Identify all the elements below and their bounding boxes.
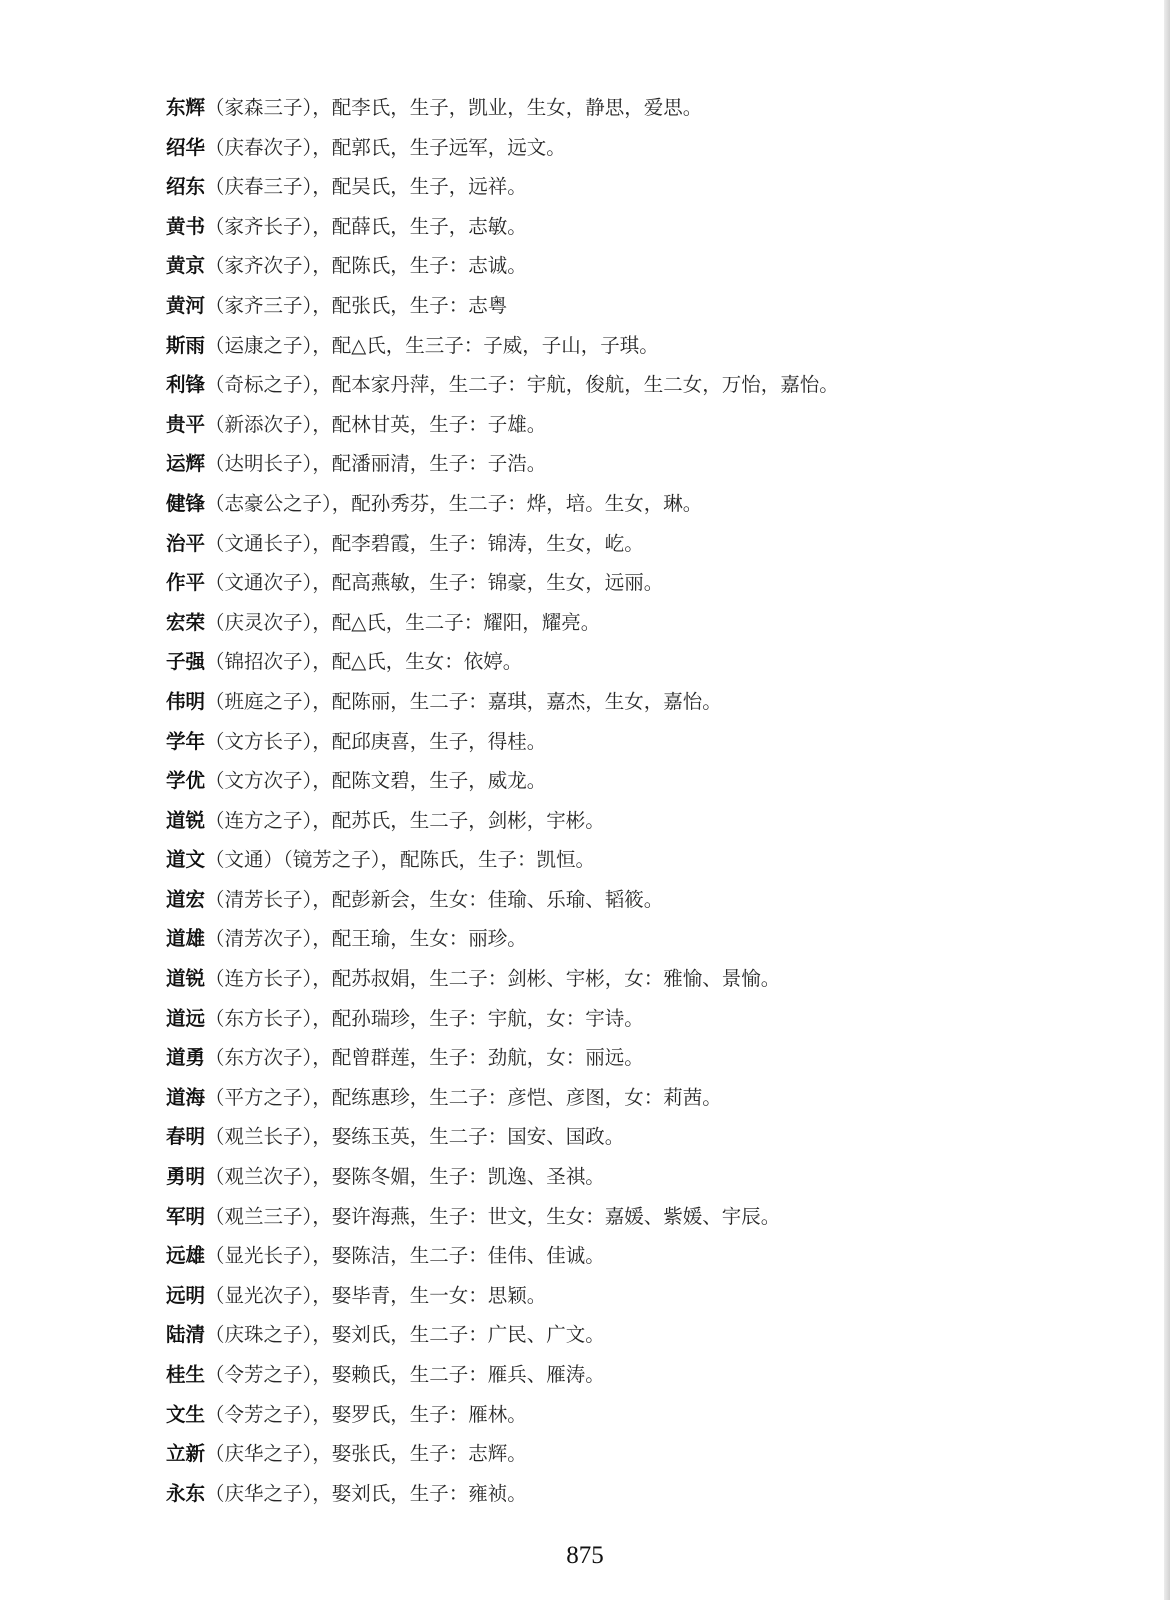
- entry-name: 道勇: [166, 1046, 206, 1070]
- entry-name: 道锐: [166, 808, 206, 832]
- entry-text: （庆春次子），配郭氏，生子远军，远文。: [205, 135, 566, 159]
- entry-text: （连方长子），配苏叔娟，生二子：剑彬、宇彬，女：雅愉、景愉。: [205, 967, 781, 991]
- genealogy-entry: [166, 88, 1116, 128]
- genealogy-entry: [166, 444, 1116, 484]
- entry-text: （观兰长子），娶练玉英，生二子：国安、国政。: [205, 1125, 625, 1149]
- page-number: 875: [566, 1542, 604, 1569]
- entry-name: 作平: [166, 571, 206, 595]
- scan-edge: [1164, 0, 1170, 1600]
- genealogy-entry: [166, 722, 1116, 762]
- entry-name: 黄京: [166, 254, 206, 278]
- entry-name: 桂生: [166, 1363, 206, 1386]
- entry-name: 斯雨: [166, 333, 206, 357]
- genealogy-entry: [166, 801, 1116, 841]
- genealogy-entry: [166, 484, 1116, 524]
- genealogy-entry: [166, 1236, 1116, 1276]
- entry-text: （家齐次子），配陈氏，生子：志诚。: [205, 254, 527, 278]
- entry-text: （达明长子），配潘丽清，生子：子浩。: [205, 452, 547, 476]
- entry-name: 子强: [166, 650, 206, 674]
- entry-name: 远雄: [166, 1244, 206, 1268]
- entry-name: 远明: [166, 1283, 206, 1307]
- entry-name: 东辉: [166, 96, 206, 119]
- genealogy-entry: [166, 563, 1116, 603]
- entry-name: 利锋: [166, 373, 206, 397]
- entry-name: 贵平: [166, 412, 206, 436]
- entry-name: 学年: [166, 729, 206, 753]
- entry-text: （运康之子），配△氏，生三子：子威，子山，子琪。: [205, 333, 659, 357]
- entry-name: 道文: [166, 848, 206, 872]
- entry-text: （班庭之子），配陈丽，生二子：嘉琪，嘉杰，生女，嘉怡。: [205, 689, 722, 713]
- genealogy-entry: [166, 1157, 1116, 1197]
- genealogy-entry: [166, 1474, 1116, 1514]
- entry-name: 伟明: [166, 689, 206, 713]
- entry-name: 道海: [166, 1085, 206, 1109]
- entry-text: （庆灵次子），配△氏，生二子：耀阳，耀亮。: [205, 610, 601, 634]
- entry-name: 治平: [166, 531, 206, 555]
- entry-text: （平方之子），配练惠珍，生二子：彦恺、彦图，女：莉茜。: [205, 1085, 722, 1109]
- genealogy-entry: [166, 1355, 1116, 1395]
- entry-text: （显光次子），娶毕青，生一女：思颖。: [205, 1283, 547, 1307]
- entry-text: （文通长子），配李碧霞，生子：锦涛，生女，屹。: [205, 531, 644, 555]
- entry-name: 宏荣: [166, 610, 206, 634]
- entry-text: （志豪公之子），配孙秀芬，生二子：烨，培。生女，琳。: [205, 491, 703, 515]
- genealogy-entry: [166, 167, 1116, 207]
- entry-text: （庆华之子），娶刘氏，生子：雍祯。: [205, 1481, 527, 1505]
- entry-name: 道远: [166, 1006, 206, 1030]
- entry-text: （新添次子），配林甘英，生子：子雄。: [205, 412, 547, 436]
- entry-text: （奇标之子），配本家丹萍，生二子：宇航，俊航，生二女，万怡，嘉怡。: [205, 373, 839, 397]
- genealogy-entry: [166, 999, 1116, 1039]
- entry-name: 勇明: [166, 1165, 206, 1189]
- genealogy-entry: [166, 1395, 1116, 1435]
- genealogy-entry: [166, 761, 1116, 801]
- genealogy-entry: [166, 919, 1116, 959]
- entry-name: 春明: [166, 1125, 206, 1149]
- entry-text: （清芳长子），配彭新会，生女：佳瑜、乐瑜、韬筱。: [205, 887, 664, 911]
- genealogy-entry: [166, 1315, 1116, 1355]
- genealogy-entry: [166, 603, 1116, 643]
- entry-text: （文方次子），配陈文碧，生子，威龙。: [205, 769, 547, 793]
- genealogy-entry: [166, 207, 1116, 247]
- entry-text: （东方长子），配孙瑞珍，生子：宇航，女：宇诗。: [205, 1006, 644, 1030]
- entry-name: 绍华: [166, 135, 206, 159]
- genealogy-entry: [166, 1078, 1116, 1118]
- genealogy-entry: [166, 524, 1116, 564]
- entry-text: （文方长子），配邱庚喜，生子，得桂。: [205, 729, 547, 753]
- genealogy-entry: [166, 1276, 1116, 1316]
- genealogy-entry-list: [166, 88, 1116, 1513]
- entry-name: 黄河: [166, 293, 206, 317]
- entry-text: （连方之子），配苏氏，生二子，剑彬，宇彬。: [205, 808, 605, 832]
- entry-text: （家齐三子），配张氏，生子：志粤: [205, 293, 508, 317]
- genealogy-entry: [166, 682, 1116, 722]
- entry-text: （令芳之子），娶罗氏，生子：雁林。: [205, 1402, 527, 1426]
- genealogy-entry: [166, 405, 1116, 445]
- entry-name: 健锋: [166, 491, 206, 515]
- entry-name: 运辉: [166, 452, 206, 476]
- genealogy-entry: [166, 365, 1116, 405]
- genealogy-entry: [166, 1434, 1116, 1474]
- entry-text: （显光长子），娶陈洁，生二子：佳伟、佳诚。: [205, 1244, 605, 1268]
- entry-text: （家森三子），配李氏，生子，凯业，生女，静思，爱思。: [205, 96, 703, 119]
- entry-name: 军明: [166, 1204, 206, 1228]
- entry-text: （东方次子），配曾群莲，生子：劲航，女：丽远。: [205, 1046, 644, 1070]
- genealogy-entry: [166, 840, 1116, 880]
- entry-name: 道雄: [166, 927, 206, 951]
- entry-name: 学优: [166, 769, 206, 793]
- entry-name: 陆清: [166, 1323, 206, 1347]
- genealogy-entry: [166, 128, 1116, 168]
- genealogy-entry: [166, 880, 1116, 920]
- entry-text: （令芳之子），娶赖氏，生二子：雁兵、雁涛。: [205, 1363, 605, 1386]
- entry-name: 立新: [166, 1442, 206, 1466]
- entry-text: （庆春三子），配吴氏，生子，远祥。: [205, 175, 527, 199]
- genealogy-entry: [166, 1197, 1116, 1237]
- entry-text: （文通次子），配高燕敏，生子：锦豪，生女，远丽。: [205, 571, 664, 595]
- genealogy-entry: [166, 642, 1116, 682]
- entry-text: （庆华之子），娶张氏，生子：志辉。: [205, 1442, 527, 1466]
- entry-text: （庆珠之子），娶刘氏，生二子：广民、广文。: [205, 1323, 605, 1347]
- entry-name: 文生: [166, 1402, 206, 1426]
- entry-text: （清芳次子），配王瑜，生女：丽珍。: [205, 927, 527, 951]
- entry-text: （观兰三子），娶许海燕，生子：世文，生女：嘉媛、紫媛、宇辰。: [205, 1204, 781, 1228]
- genealogy-entry: [166, 326, 1116, 366]
- genealogy-entry: [166, 1117, 1116, 1157]
- entry-text: （文通）（镜芳之子），配陈氏，生子：凯恒。: [205, 848, 596, 872]
- entry-text: （锦招次子），配△氏，生女：依婷。: [205, 650, 523, 674]
- genealogy-entry: [166, 246, 1116, 286]
- entry-name: 绍东: [166, 175, 206, 199]
- entry-text: （家齐长子），配薛氏，生子，志敏。: [205, 214, 527, 238]
- genealogy-entry: [166, 286, 1116, 326]
- entry-text: （观兰次子），娶陈冬媚，生子：凯逸、圣祺。: [205, 1165, 605, 1189]
- entry-name: 永东: [166, 1481, 206, 1505]
- entry-name: 道宏: [166, 887, 206, 911]
- entry-name: 道锐: [166, 967, 206, 991]
- genealogy-entry: [166, 1038, 1116, 1078]
- genealogy-entry: [166, 959, 1116, 999]
- entry-name: 黄书: [166, 214, 206, 238]
